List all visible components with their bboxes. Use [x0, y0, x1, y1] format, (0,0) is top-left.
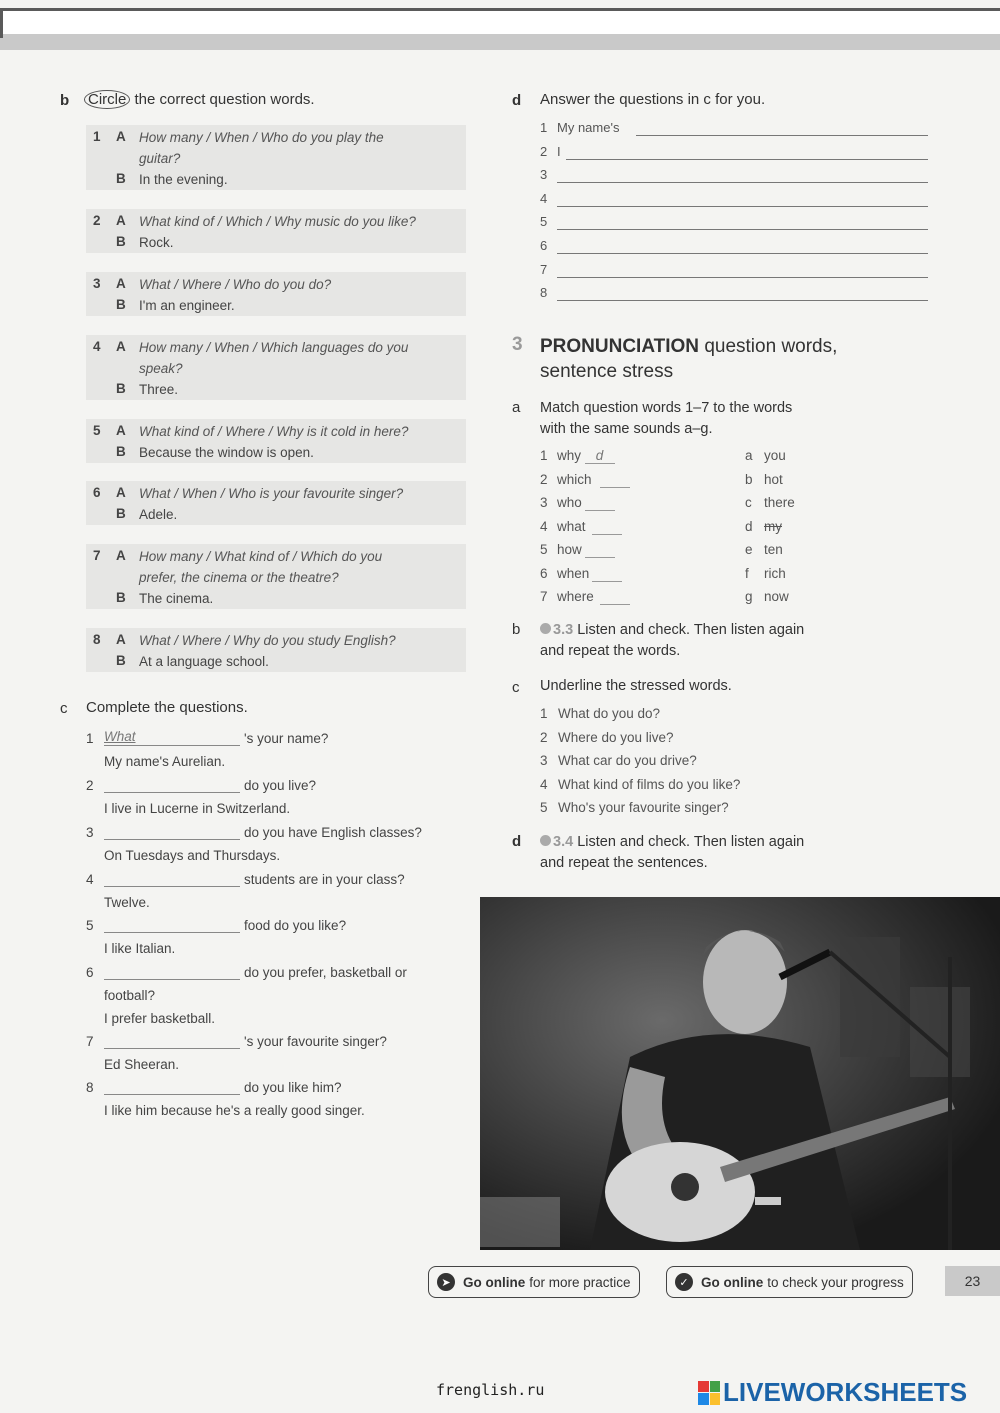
sentence-number: 3 — [540, 753, 548, 769]
question-text: food do you like? — [244, 918, 347, 933]
pron-a-instr2: with the same sounds a–g. — [540, 421, 713, 437]
liveworksheets-logo[interactable] — [698, 1377, 967, 1408]
go-online-practice-button[interactable] — [428, 1266, 640, 1298]
match-letter: e — [745, 542, 753, 557]
match-number: 2 — [540, 471, 548, 487]
answer-text: I live in Lucerne in Switzerland. — [104, 801, 291, 816]
answer-text: Adele. — [139, 507, 178, 522]
pron-c-letter: c — [512, 679, 520, 696]
match-sound-word: rich — [764, 565, 786, 581]
question-text: do you live? — [244, 778, 317, 793]
match-letter: f — [745, 565, 749, 581]
answer-row-number: 2 — [540, 143, 548, 159]
answer-line[interactable] — [557, 300, 928, 301]
speaker-b-label: B — [116, 234, 126, 249]
match-word: who — [557, 495, 582, 510]
answer-blank[interactable] — [104, 915, 240, 933]
go-online-practice-bold: Go online — [463, 1274, 526, 1290]
match-sound-word: hot — [764, 471, 783, 487]
match-word: why — [557, 448, 582, 463]
pron-d-track: 3.4 — [553, 834, 574, 850]
question-options-cont: speak? — [139, 361, 183, 376]
question-number: 4 — [93, 339, 101, 354]
question-number: 8 — [93, 632, 101, 647]
match-letter: a — [745, 448, 753, 463]
match-word: which — [557, 471, 592, 487]
match-number: 7 — [540, 589, 548, 604]
section-3-number: 3 — [512, 334, 523, 355]
answer-row-number: 3 — [540, 167, 548, 183]
answer-line[interactable] — [636, 135, 928, 136]
answer-text: Rock. — [139, 235, 174, 250]
question-number: 1 — [93, 129, 101, 144]
answer-blank[interactable] — [104, 869, 240, 887]
answer-row-number: 5 — [540, 214, 548, 230]
liveworksheets-brand: LIVEWORKSHEETS — [723, 1377, 968, 1407]
answer-row-number: 4 — [540, 190, 548, 206]
section-c-letter: c — [60, 700, 68, 717]
site-url[interactable]: frenglish.ru — [436, 1381, 545, 1399]
pron-b-track: 3.3 — [553, 622, 574, 638]
question-options-cont: guitar? — [139, 151, 181, 166]
question-number: 7 — [93, 548, 101, 563]
audio-icon[interactable] — [540, 623, 551, 634]
answer-blank[interactable] — [104, 1031, 240, 1049]
question-text: students are in your class? — [244, 872, 405, 887]
match-sound-word: there — [764, 495, 795, 510]
answer-text: I'm an engineer. — [139, 298, 235, 313]
match-sound-word: my — [764, 518, 782, 534]
question-options[interactable]: What kind of / Where / Why is it cold in here? — [139, 424, 409, 439]
question-options[interactable]: How many / When / Which languages do you — [139, 340, 409, 355]
speaker-b-label: B — [116, 444, 126, 459]
pron-b-text1: Listen and check. Then listen again — [573, 622, 805, 638]
match-blank[interactable] — [600, 589, 630, 605]
match-word: where — [557, 589, 594, 604]
match-blank[interactable] — [592, 566, 622, 582]
question-number: 5 — [86, 918, 94, 933]
answer-row-number: 8 — [540, 285, 548, 301]
pron-d-text2: and repeat the sentences. — [540, 855, 708, 871]
section-b-letter: b — [60, 92, 70, 109]
match-blank[interactable] — [600, 472, 630, 488]
pron-d-instructions — [540, 832, 804, 874]
answer-line[interactable] — [557, 206, 928, 207]
question-options[interactable]: What / When / Who is your favourite singer? — [139, 486, 404, 501]
match-blank[interactable] — [592, 519, 622, 535]
speaker-b-label: B — [116, 590, 126, 605]
answer-text: Twelve. — [104, 895, 150, 910]
answer-text: Ed Sheeran. — [104, 1057, 180, 1072]
section-b-title-rest: the correct question words. — [130, 91, 315, 108]
sentence-number: 4 — [540, 776, 548, 792]
speaker-b-label: B — [116, 381, 126, 396]
cursor-icon: ➤ — [437, 1273, 455, 1291]
speaker-b-label: B — [116, 171, 126, 186]
answer-line[interactable] — [557, 182, 928, 183]
answer-text: Because the window is open. — [139, 445, 314, 460]
question-options[interactable]: How many / When / Who do you play the — [139, 130, 384, 145]
singer-illustration — [480, 897, 1000, 1250]
answer-blank[interactable] — [104, 962, 240, 980]
match-number: 1 — [540, 448, 548, 463]
sentence-number: 5 — [540, 800, 548, 816]
question-text: do you prefer, basketball or — [244, 965, 407, 980]
question-text: do you have English classes? — [244, 825, 422, 840]
answer-row-prefix: My name's — [557, 120, 620, 135]
match-blank[interactable] — [585, 495, 615, 511]
match-letter: b — [745, 471, 753, 487]
answer-text: Three. — [139, 382, 179, 397]
answer-blank[interactable] — [104, 822, 240, 840]
pronunciation-title-bold: PRONUNCIATION — [540, 336, 700, 357]
match-number: 5 — [540, 542, 548, 557]
question-number: 2 — [86, 778, 94, 793]
question-options[interactable]: What / Where / Why do you study English? — [139, 633, 396, 648]
speaker-a-label: A — [116, 339, 126, 354]
sentence-number: 2 — [540, 729, 548, 745]
go-online-progress-text: to check your progress — [767, 1274, 904, 1290]
liveworksheets-logo-icon — [698, 1381, 720, 1405]
question-number: 5 — [93, 423, 101, 438]
pron-a-instr1: Match question words 1–7 to the words — [540, 400, 793, 416]
speaker-b-label: B — [116, 653, 126, 668]
stress-sentence[interactable]: Where do you live? — [558, 729, 674, 745]
question-number: 1 — [86, 731, 94, 746]
match-number: 6 — [540, 565, 548, 581]
question-options-cont: prefer, the cinema or the theatre? — [139, 570, 339, 585]
answer-row-number: 6 — [540, 238, 548, 253]
question-number: 8 — [86, 1080, 94, 1095]
answer-text: I prefer basketball. — [104, 1011, 216, 1026]
checkmark-icon: ✓ — [675, 1273, 693, 1291]
match-word: how — [557, 542, 582, 557]
question-number: 6 — [93, 485, 101, 500]
section-c-title: Complete the questions. — [86, 699, 248, 716]
pron-b-letter: b — [512, 621, 521, 638]
speaker-a-label: A — [116, 213, 126, 228]
match-sound-word: you — [764, 448, 786, 463]
match-letter: g — [745, 589, 753, 604]
answer-blank[interactable]: What — [104, 728, 240, 746]
stress-sentence[interactable]: What do you do? — [558, 706, 661, 721]
speaker-a-label: A — [116, 129, 126, 144]
answer-line[interactable] — [557, 253, 928, 254]
match-sound-word: ten — [764, 542, 783, 557]
answer-row-number: 7 — [540, 261, 548, 277]
pronunciation-title-rest: question words, — [699, 336, 838, 357]
match-letter: d — [745, 518, 753, 534]
match-sound-word: now — [764, 589, 789, 604]
match-number: 3 — [540, 495, 548, 510]
pron-b-instructions — [540, 620, 804, 662]
pron-d-text1: Listen and check. Then listen again — [573, 834, 805, 850]
go-online-progress-button[interactable] — [666, 1266, 913, 1298]
stress-sentence[interactable]: What kind of films do you like? — [558, 776, 741, 792]
section-b-title — [84, 90, 315, 109]
match-number: 4 — [540, 518, 548, 534]
speaker-b-label: B — [116, 297, 126, 312]
speaker-a-label: A — [116, 548, 126, 563]
answer-text: My name's Aurelian. — [104, 754, 226, 769]
answer-line[interactable] — [557, 229, 928, 230]
answer-line[interactable] — [557, 277, 928, 278]
answer-text: In the evening. — [139, 172, 228, 187]
answer-blank[interactable] — [104, 1077, 240, 1095]
question-text: 's your favourite singer? — [244, 1034, 387, 1049]
answer-text: At a language school. — [139, 654, 269, 669]
match-word: when — [557, 565, 590, 581]
audio-icon[interactable] — [540, 835, 551, 846]
page-number: 23 — [945, 1266, 1000, 1296]
match-letter: c — [745, 495, 752, 510]
question-number: 3 — [86, 825, 94, 840]
answer-blank[interactable] — [104, 775, 240, 793]
speaker-a-label: A — [116, 276, 126, 291]
answer-text: The cinema. — [139, 591, 214, 606]
answer-row-number: 1 — [540, 120, 548, 135]
go-online-progress-bold: Go online — [701, 1274, 764, 1290]
speaker-a-label: A — [116, 485, 126, 500]
pron-b-text2: and repeat the words. — [540, 643, 681, 659]
match-word: what — [557, 518, 586, 534]
section-d-letter: d — [512, 92, 522, 109]
question-options[interactable]: What / Where / Who do you do? — [139, 277, 332, 292]
question-text-cont: football? — [104, 988, 156, 1003]
match-blank[interactable] — [585, 542, 615, 558]
question-number: 2 — [93, 213, 101, 228]
stress-sentence[interactable]: What car do you drive? — [558, 753, 697, 769]
match-blank[interactable]: d — [585, 448, 615, 464]
pron-d-letter: d — [512, 833, 522, 850]
answer-text: I like him because he's a really good singer. — [104, 1103, 365, 1118]
circled-word: Circle — [84, 90, 130, 109]
question-number: 4 — [86, 872, 94, 887]
page-header-bar — [0, 8, 1000, 50]
pron-c-title: Underline the stressed words. — [540, 678, 732, 694]
speaker-b-label: B — [116, 506, 126, 521]
question-options[interactable]: What kind of / Which / Why music do you like? — [139, 214, 416, 229]
question-number: 3 — [93, 276, 101, 291]
stress-sentence[interactable]: Who's your favourite singer? — [558, 800, 729, 816]
pron-a-letter: a — [512, 399, 521, 416]
speaker-a-label: A — [116, 632, 126, 647]
pronunciation-title — [540, 334, 837, 384]
answer-text: I like Italian. — [104, 941, 176, 956]
pronunciation-title-line2: sentence stress — [540, 361, 674, 382]
pron-a-instructions — [540, 398, 792, 440]
question-text: do you like him? — [244, 1080, 342, 1095]
go-online-practice-text: for more practice — [529, 1274, 631, 1290]
answer-line[interactable] — [566, 159, 928, 160]
singer-photo — [480, 897, 1000, 1250]
question-options[interactable]: How many / What kind of / Which do you — [139, 549, 383, 564]
question-text: 's your name? — [244, 731, 329, 746]
answer-text: On Tuesdays and Thursdays. — [104, 848, 281, 863]
speaker-a-label: A — [116, 423, 126, 438]
question-number: 6 — [86, 965, 94, 980]
answer-row-prefix: I — [557, 143, 561, 159]
section-d-title: Answer the questions in c for you. — [540, 91, 766, 108]
sentence-number: 1 — [540, 706, 548, 721]
question-number: 7 — [86, 1034, 94, 1049]
